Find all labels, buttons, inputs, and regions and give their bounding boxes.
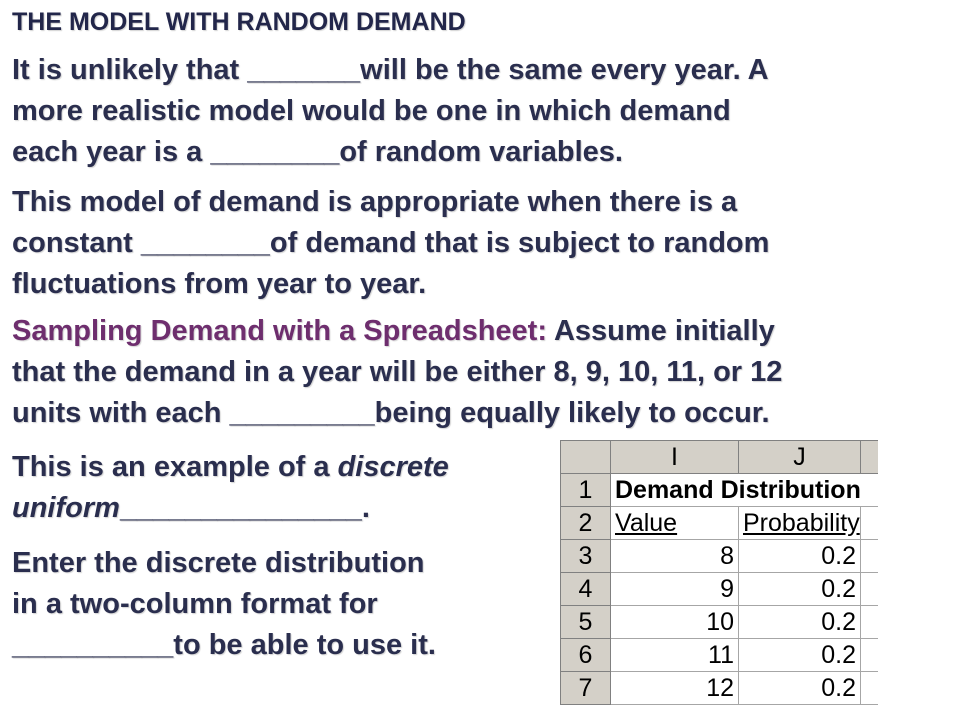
text-line: units with each _________being equally likely to occur. — [12, 397, 770, 429]
row-header[interactable]: 5 — [561, 606, 611, 639]
text-line: Enter the discrete distribution — [12, 547, 425, 579]
cell-empty[interactable] — [861, 540, 879, 573]
paragraph-sampling-demand — [12, 311, 782, 434]
cell-probability-header[interactable]: Probability — [739, 507, 861, 540]
cell-value[interactable]: 9 — [611, 573, 739, 606]
spreadsheet-demand-distribution — [560, 440, 878, 720]
emphasis-text: discrete — [337, 451, 449, 483]
text-line: This model of demand is appropriate when there is a — [12, 186, 738, 218]
cell-probability[interactable]: 0.2 — [739, 540, 861, 573]
table-row — [561, 507, 879, 540]
text-line — [12, 488, 449, 529]
paragraph-discrete-uniform — [12, 447, 449, 529]
cell-empty[interactable] — [861, 573, 879, 606]
table-row — [561, 672, 879, 705]
text-line: It is unlikely that _______will be the same every year. A — [12, 54, 769, 86]
cell-empty[interactable] — [861, 639, 879, 672]
text-fragment: This is an example of a — [12, 451, 338, 483]
cell-value[interactable]: 11 — [611, 639, 739, 672]
row-header[interactable]: 6 — [561, 639, 611, 672]
paragraph-enter-distribution — [12, 543, 436, 666]
column-header-i[interactable]: I — [611, 441, 739, 474]
cell-empty[interactable] — [861, 507, 879, 540]
row-header[interactable]: 7 — [561, 672, 611, 705]
row-header[interactable]: 2 — [561, 507, 611, 540]
cell-empty[interactable] — [861, 606, 879, 639]
column-header-j[interactable]: J — [739, 441, 861, 474]
text-fragment: Assume initially — [547, 315, 775, 347]
cell-probability[interactable]: 0.2 — [739, 606, 861, 639]
text-line — [12, 447, 449, 488]
cell-value[interactable]: 8 — [611, 540, 739, 573]
text-line — [12, 311, 782, 352]
text-line: that the demand in a year will be either 8, 9, 10, 11, or 12 — [12, 356, 783, 388]
row-header[interactable]: 3 — [561, 540, 611, 573]
column-header-partial[interactable] — [861, 441, 879, 474]
paragraph-random-demand — [12, 50, 769, 173]
column-header-row — [561, 441, 879, 474]
cell-value[interactable]: 10 — [611, 606, 739, 639]
cell-empty[interactable] — [861, 672, 879, 705]
text-line: more realistic model would be one in which demand — [12, 95, 731, 127]
cell-value-header[interactable]: Value — [611, 507, 739, 540]
row-header[interactable]: 4 — [561, 573, 611, 606]
section-heading: Sampling Demand with a Spreadsheet: — [12, 315, 547, 347]
table-row — [561, 606, 879, 639]
table-row — [561, 639, 879, 672]
select-all-corner[interactable] — [561, 441, 611, 474]
table-row — [561, 540, 879, 573]
cell-title[interactable]: Demand Distribution — [611, 474, 879, 507]
paragraph-model-appropriate — [12, 182, 769, 305]
cell-probability[interactable]: 0.2 — [739, 573, 861, 606]
table-row — [561, 474, 879, 507]
text-fragment: _______________. — [119, 492, 370, 524]
text-line: __________to be able to use it. — [12, 629, 436, 661]
spreadsheet-grid — [560, 440, 878, 705]
table-row — [561, 573, 879, 606]
row-header[interactable]: 1 — [561, 474, 611, 507]
text-line: fluctuations from year to year. — [12, 268, 427, 300]
text-line: constant ________of demand that is subject to random — [12, 227, 770, 259]
text-line: in a two-column format for — [12, 588, 378, 620]
cell-value[interactable]: 12 — [611, 672, 739, 705]
cell-probability[interactable]: 0.2 — [739, 639, 861, 672]
page-title: THE MODEL WITH RANDOM DEMAND — [12, 8, 466, 36]
text-line: each year is a ________of random variables. — [12, 136, 623, 168]
emphasis-text: uniform — [12, 492, 120, 524]
cell-probability[interactable]: 0.2 — [739, 672, 861, 705]
